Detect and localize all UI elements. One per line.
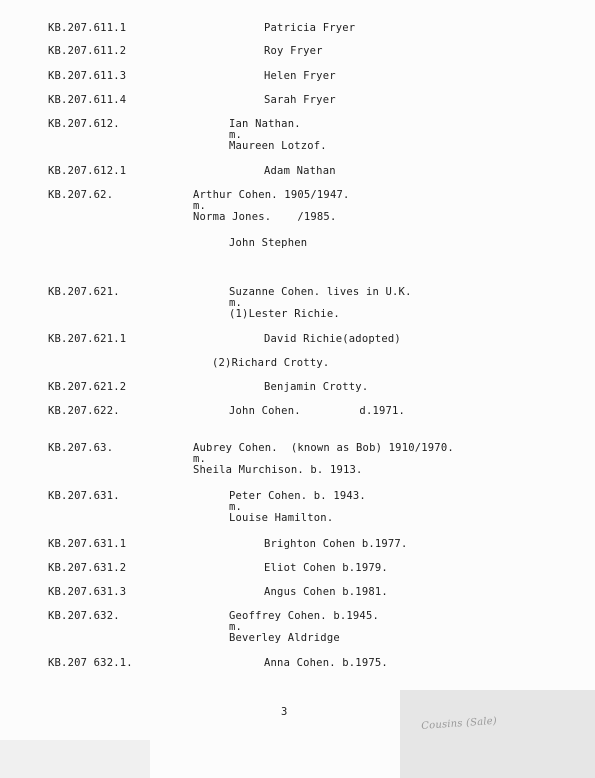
entry-text: m. [229, 621, 243, 633]
page-number: 3 [281, 706, 288, 718]
reference-code: KB.207.631.1 [48, 538, 127, 550]
entry-text: Suzanne Cohen. lives in U.K. [229, 286, 412, 298]
reference-code: KB.207.611.4 [48, 94, 127, 106]
reference-code: KB.207.611.1 [48, 22, 127, 34]
entry-text: Louise Hamilton. [229, 512, 334, 524]
entry-text: John Cohen. d.1971. [229, 405, 406, 417]
reference-code: KB.207.632. [48, 610, 120, 622]
entry-text: Peter Cohen. b. 1943. [229, 490, 366, 502]
entry-text: Ian Nathan. [229, 118, 301, 130]
entry-text: John Stephen [229, 237, 308, 249]
reference-code: KB.207.622. [48, 405, 120, 417]
entry-text: Angus Cohen b.1981. [264, 586, 388, 598]
entry-text: (2)Richard Crotty. [212, 357, 330, 369]
reference-code: KB.207 632.1. [48, 657, 133, 669]
reference-code: KB.207.631. [48, 490, 120, 502]
entry-text: Helen Fryer [264, 70, 336, 82]
reference-code: KB.207.631.3 [48, 586, 127, 598]
scan-shadow [400, 690, 595, 778]
entry-text: Patricia Fryer [264, 22, 356, 34]
entry-text: Geoffrey Cohen. b.1945. [229, 610, 379, 622]
entry-text: Adam Nathan [264, 165, 336, 177]
reference-code: KB.207.621.2 [48, 381, 127, 393]
reference-code: KB.207.63. [48, 442, 114, 454]
entry-text: David Richie(adopted) [264, 333, 401, 345]
handwritten-note: Cousins (Sale) [421, 715, 498, 732]
entry-text: m. [193, 200, 207, 212]
entry-text: Benjamin Crotty. [264, 381, 369, 393]
entry-text: Eliot Cohen b.1979. [264, 562, 388, 574]
reference-code: KB.207.611.3 [48, 70, 127, 82]
reference-code: KB.207.612. [48, 118, 120, 130]
entry-text: (1)Lester Richie. [229, 308, 340, 320]
entry-text: Sarah Fryer [264, 94, 336, 106]
entry-text: m. [229, 501, 243, 513]
entry-text: Aubrey Cohen. (known as Bob) 1910/1970. [193, 442, 454, 454]
reference-code: KB.207.62. [48, 189, 114, 201]
entry-text: m. [229, 297, 243, 309]
entry-text: Norma Jones. /1985. [193, 211, 337, 223]
reference-code: KB.207.631.2 [48, 562, 127, 574]
scan-shadow-left [0, 740, 150, 778]
reference-code: KB.207.621. [48, 286, 120, 298]
entry-text: Sheila Murchison. b. 1913. [193, 464, 363, 476]
entry-text: Beverley Aldridge [229, 632, 340, 644]
reference-code: KB.207.621.1 [48, 333, 127, 345]
entry-text: Arthur Cohen. 1905/1947. [193, 189, 350, 201]
entry-text: Anna Cohen. b.1975. [264, 657, 388, 669]
entry-text: Brighton Cohen b.1977. [264, 538, 408, 550]
entry-text: Maureen Lotzof. [229, 140, 327, 152]
reference-code: KB.207.612.1 [48, 165, 127, 177]
entry-text: m. [193, 453, 207, 465]
entry-text: Roy Fryer [264, 45, 323, 57]
reference-code: KB.207.611.2 [48, 45, 127, 57]
entry-text: m. [229, 129, 243, 141]
